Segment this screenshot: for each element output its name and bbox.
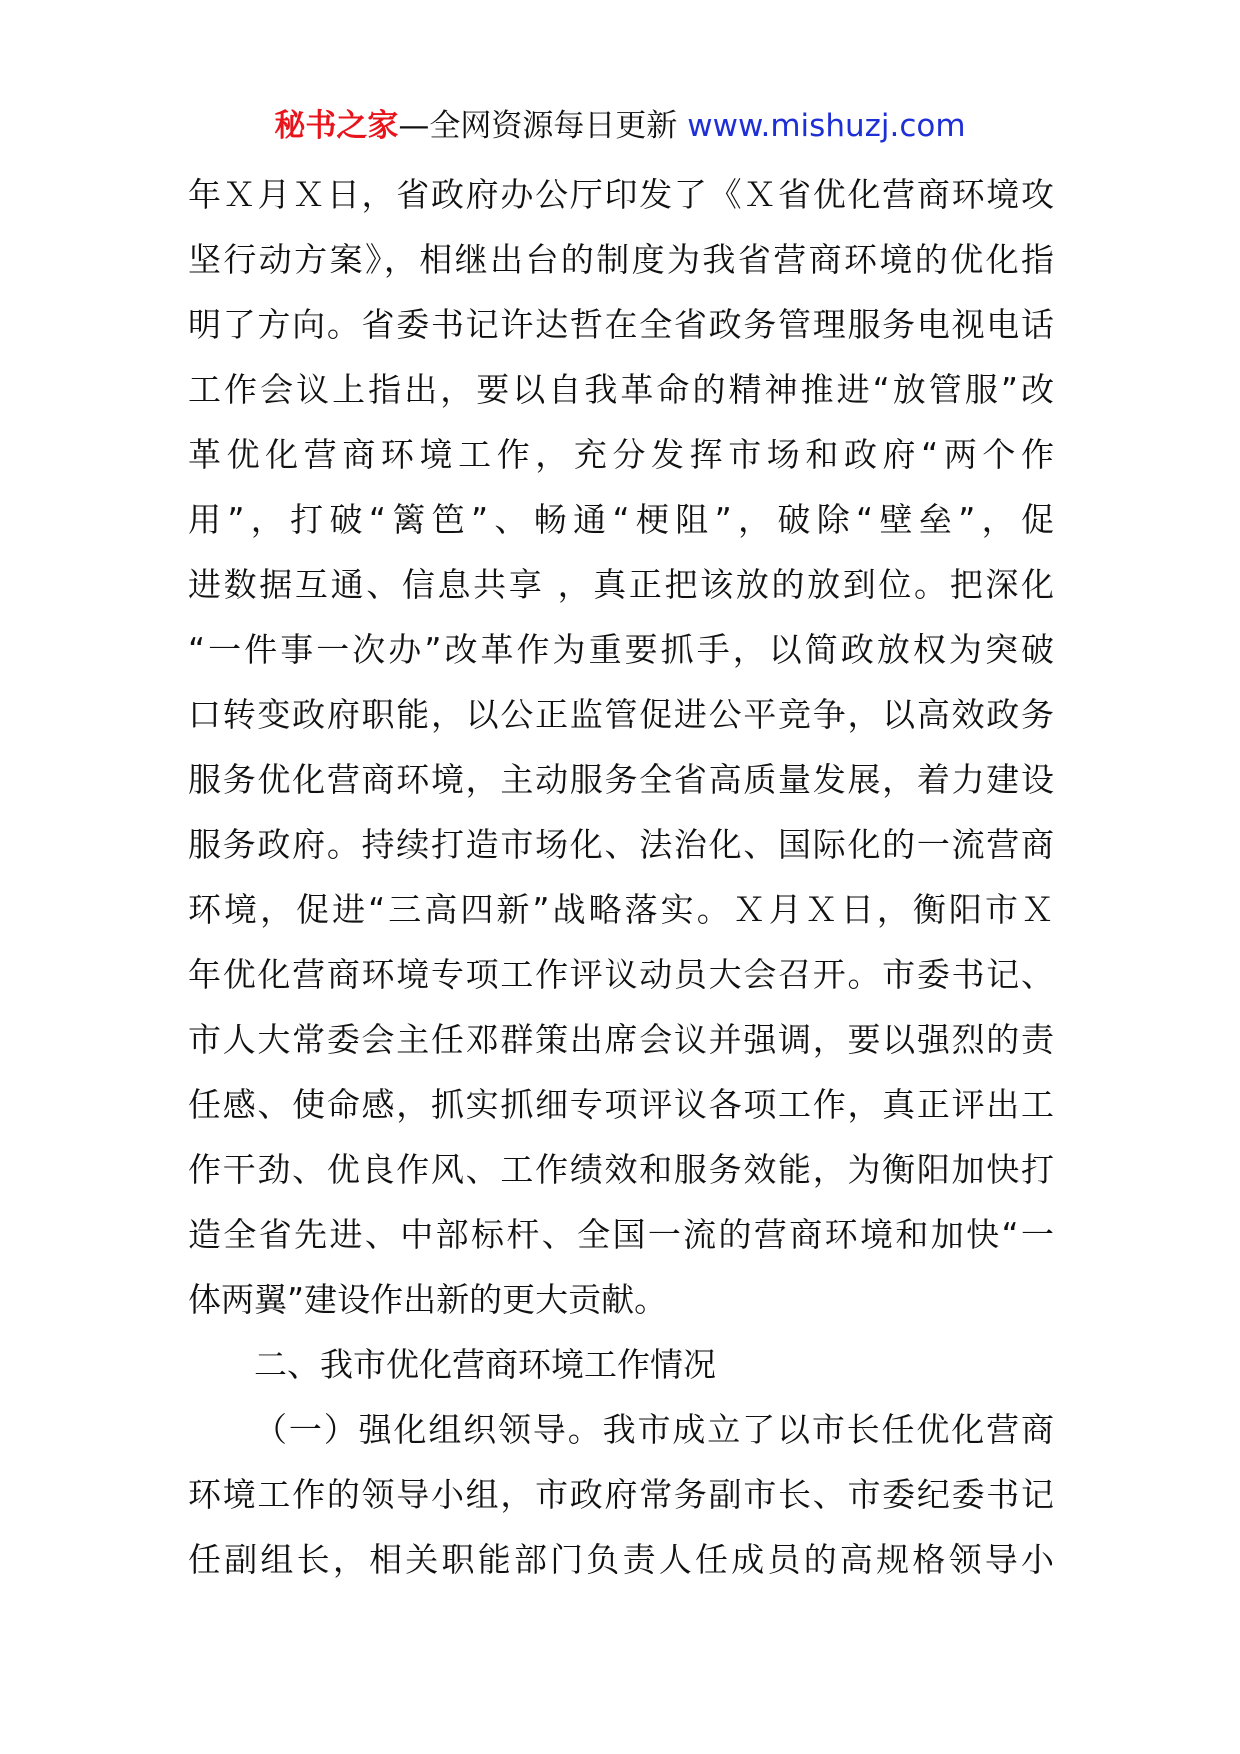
paragraph-line: 市人大常委会主任邓群策出席会议并强调，要以强烈的责 bbox=[188, 1020, 1054, 1059]
brand-name: 秘书之家 bbox=[274, 108, 399, 144]
paragraph-line: 革优化营商环境工作，充分发挥市场和政府“两个作 bbox=[188, 435, 1054, 474]
paragraph-line: 口转变政府职能，以公正监管促进公平竞争，以高效政务 bbox=[188, 695, 1054, 734]
paragraph-line: 坚行动方案》，相继出台的制度为我省营商环境的优化指 bbox=[188, 240, 1054, 279]
paragraph-line: “一件事一次办”改革作为重要抓手，以简政放权为突破 bbox=[188, 630, 1054, 669]
paragraph-line: 年Ｘ月Ｘ日，省政府办公厅印发了《Ｘ省优化营商环境攻 bbox=[188, 175, 1054, 214]
paragraph-line: 作干劲、优良作风、工作绩效和服务效能，为衡阳加快打 bbox=[188, 1150, 1054, 1189]
header-slogan: —全网资源每日更新 bbox=[398, 108, 688, 144]
paragraph-line: 任感、使命感，抓实抓细专项评议各项工作，真正评出工 bbox=[188, 1085, 1054, 1124]
paragraph-line: 环境工作的领导小组，市政府常务副市长、市委纪委书记 bbox=[188, 1475, 1054, 1514]
paragraph-line: 造全省先进、中部标杆、全国一流的营商环境和加快“一 bbox=[188, 1215, 1054, 1254]
site-url-link[interactable]: www.mishuzj.com bbox=[687, 108, 966, 144]
paragraph-line: 体两翼”建设作出新的更大贡献。 bbox=[188, 1280, 668, 1319]
document-body bbox=[188, 162, 1054, 1592]
paragraph-line: 用”，打破“篱笆”、畅通“梗阻”，破除“壁垒”，促 bbox=[188, 500, 1054, 539]
paragraph-line: 服务政府。持续打造市场化、法治化、国际化的一流营商 bbox=[188, 825, 1054, 864]
watermark-header bbox=[0, 106, 1240, 146]
paragraph-line: 环境，促进“三高四新”战略落实。Ｘ月Ｘ日，衡阳市Ｘ bbox=[188, 890, 1054, 929]
paragraph-line: 进数据互通、信息共享 ，真正把该放的放到位。把深化 bbox=[188, 565, 1054, 604]
paragraph-line: 年优化营商环境专项工作评议动员大会召开。市委书记、 bbox=[188, 955, 1054, 994]
paragraph-line: 工作会议上指出，要以自我革命的精神推进“放管服”改 bbox=[188, 370, 1054, 409]
paragraph-line: 服务优化营商环境，主动服务全省高质量发展，着力建设 bbox=[188, 760, 1054, 799]
section-heading: 二、我市优化营商环境工作情况 bbox=[254, 1345, 716, 1384]
paragraph-line: 任副组长，相关职能部门负责人任成员的高规格领导小 bbox=[188, 1540, 1054, 1579]
paragraph-line: 明了方向。省委书记许达哲在全省政务管理服务电视电话 bbox=[188, 305, 1054, 344]
paragraph-line: （一）强化组织领导。我市成立了以市长任优化营商 bbox=[254, 1410, 1054, 1449]
